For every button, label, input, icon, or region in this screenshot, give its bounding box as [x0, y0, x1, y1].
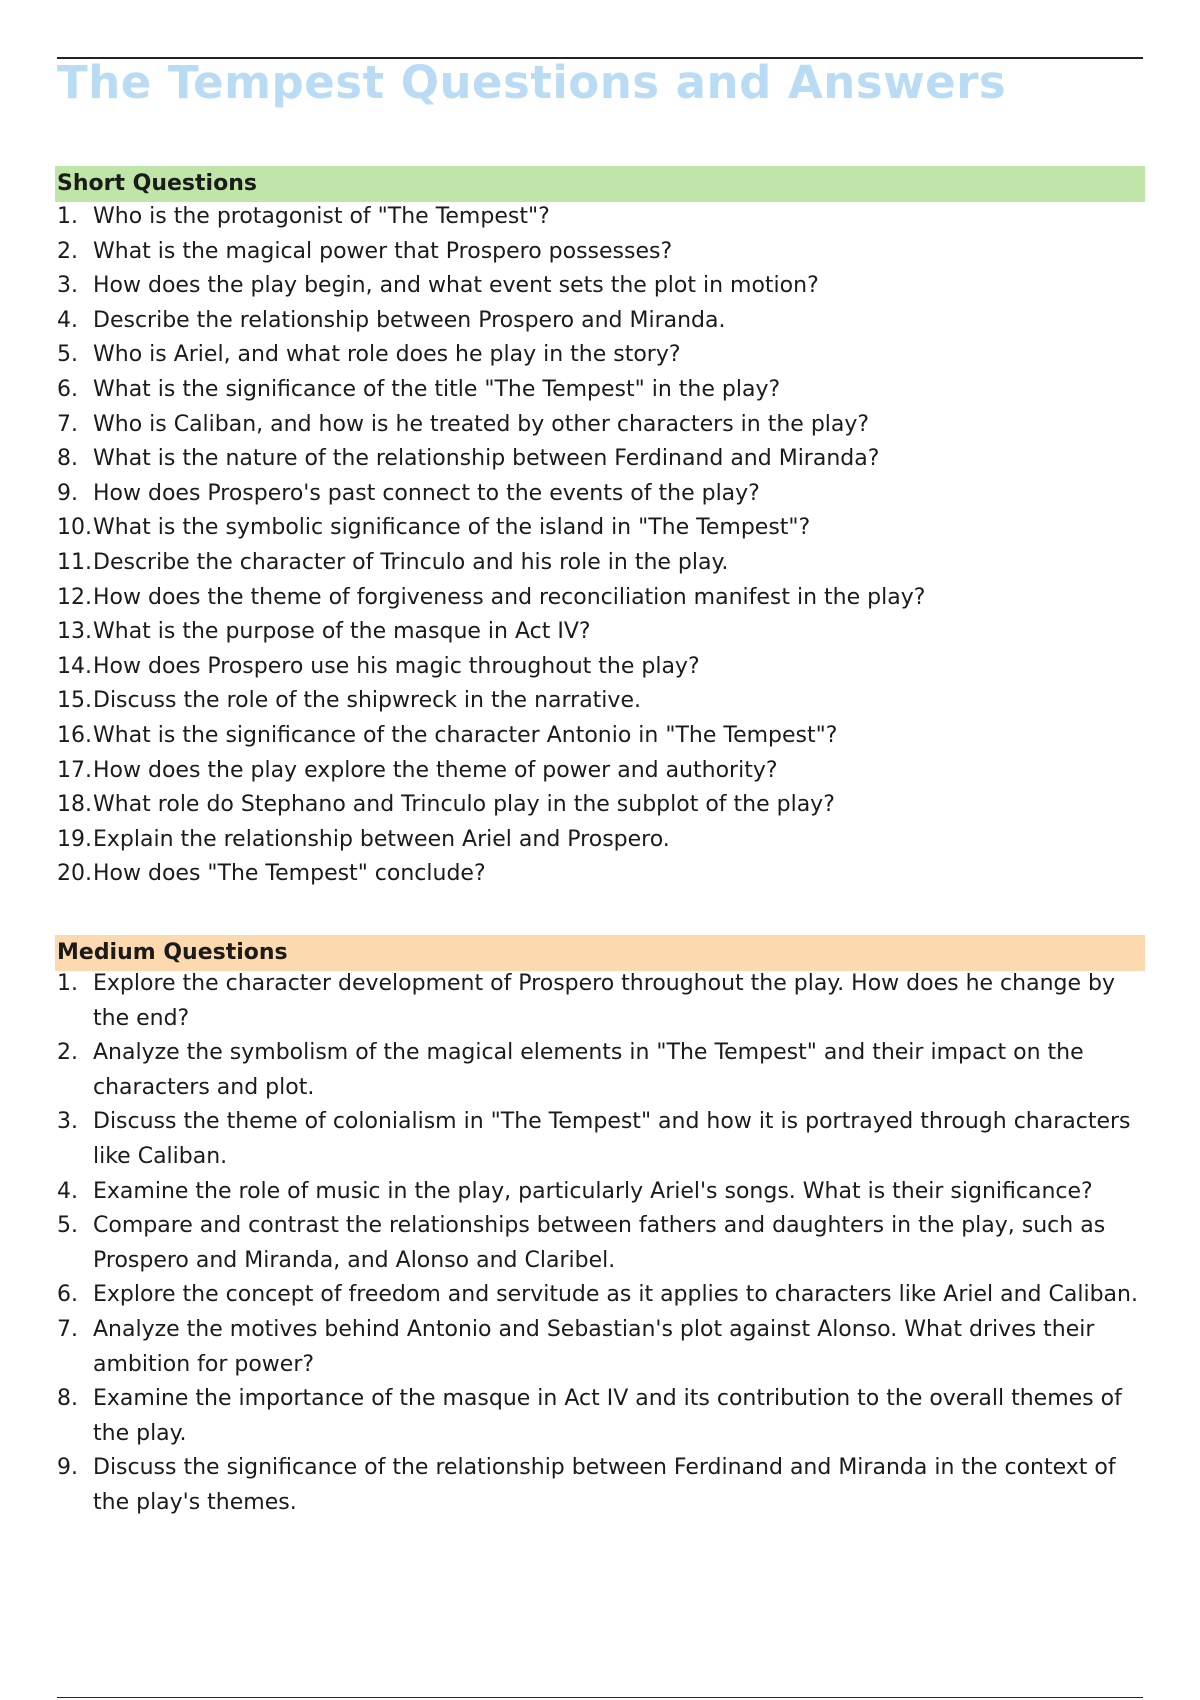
question-item [57, 373, 1143, 408]
question-text: Examine the importance of the masque in Act IV and its contribution to the overall themes of the play. [93, 1386, 1122, 1446]
question-item [57, 1451, 1143, 1520]
question-number: 17. [57, 757, 92, 783]
question-number: 11. [57, 549, 92, 575]
question-number: 6. [57, 1282, 78, 1308]
short-questions-heading: Short Questions [55, 166, 1145, 202]
short-questions-list [57, 200, 1143, 892]
question-number: 19. [57, 826, 92, 852]
question-item [57, 650, 1143, 685]
question-number: 4. [57, 1178, 78, 1204]
question-text: Who is Ariel, and what role does he play in the story? [93, 342, 681, 368]
question-item [57, 1036, 1143, 1105]
question-item [57, 581, 1143, 616]
question-text: Explore the concept of freedom and servitude as it applies to characters like Ariel and Caliban. [93, 1282, 1138, 1308]
question-number: 16. [57, 722, 92, 748]
question-number: 2. [57, 1040, 78, 1066]
question-text: Who is the protagonist of "The Tempest"? [93, 204, 550, 229]
question-text: What is the magical power that Prospero possesses? [93, 238, 673, 264]
question-text: Who is Caliban, and how is he treated by other characters in the play? [93, 411, 870, 437]
question-number: 8. [57, 1386, 78, 1412]
question-number: 3. [57, 1109, 78, 1135]
question-item [57, 788, 1143, 823]
question-item [57, 304, 1143, 339]
question-item [57, 684, 1143, 719]
question-number: 8. [57, 446, 78, 472]
question-text: Discuss the significance of the relationship between Ferdinand and Miranda in the context of the play's themes. [93, 1455, 1116, 1515]
question-item [57, 1313, 1143, 1382]
question-number: 14. [57, 653, 92, 679]
question-number: 2. [57, 238, 78, 264]
question-number: 15. [57, 688, 92, 714]
bottom-rule [57, 1697, 1143, 1698]
question-text: Explain the relationship between Ariel and Prospero. [93, 826, 670, 852]
question-item [57, 477, 1143, 512]
question-number: 6. [57, 376, 78, 402]
question-item [57, 823, 1143, 858]
question-item [57, 511, 1143, 546]
page-title: The Tempest Questions and Answers [57, 56, 1007, 109]
question-number: 1. [57, 971, 78, 996]
question-text: Compare and contrast the relationships between fathers and daughters in the play, such as Prospero and Miranda, and Alonso and Claribel. [93, 1213, 1106, 1273]
question-text: Discuss the role of the shipwreck in the narrative. [93, 688, 641, 714]
question-item [57, 754, 1143, 789]
question-text: How does the theme of forgiveness and reconciliation manifest in the play? [93, 584, 926, 610]
question-item [57, 1105, 1143, 1174]
question-text: What is the significance of the title "The Tempest" in the play? [93, 376, 781, 402]
question-number: 10. [57, 515, 92, 541]
question-number: 20. [57, 861, 92, 887]
question-item [57, 967, 1143, 1036]
question-text: What is the nature of the relationship between Ferdinand and Miranda? [93, 446, 880, 472]
question-number: 5. [57, 1213, 78, 1239]
question-text: Describe the relationship between Prospero and Miranda. [93, 307, 726, 333]
question-text: How does Prospero's past connect to the events of the play? [93, 480, 760, 506]
question-item [57, 1175, 1143, 1210]
question-item [57, 1209, 1143, 1278]
question-item [57, 442, 1143, 477]
medium-questions-heading: Medium Questions [55, 935, 1145, 971]
question-text: What is the purpose of the masque in Act IV? [93, 619, 591, 645]
question-item [57, 1382, 1143, 1451]
question-number: 9. [57, 1455, 78, 1481]
question-text: Analyze the symbolism of the magical elements in "The Tempest" and their impact on the characters and plot. [93, 1040, 1084, 1100]
medium-questions-list [57, 967, 1143, 1521]
question-item [57, 546, 1143, 581]
question-item [57, 615, 1143, 650]
question-text: Describe the character of Trinculo and his role in the play. [93, 549, 729, 575]
question-number: 12. [57, 584, 92, 610]
question-item [57, 338, 1143, 373]
question-text: What is the significance of the character Antonio in "The Tempest"? [93, 722, 838, 748]
question-item [57, 200, 1143, 235]
question-item [57, 719, 1143, 754]
question-number: 13. [57, 619, 92, 645]
question-number: 18. [57, 792, 92, 818]
question-number: 9. [57, 480, 78, 506]
question-text: Analyze the motives behind Antonio and Sebastian's plot against Alonso. What drives their ambition for power? [93, 1316, 1095, 1377]
question-number: 1. [57, 204, 78, 229]
question-item [57, 235, 1143, 270]
question-text: What role do Stephano and Trinculo play in the subplot of the play? [93, 792, 835, 818]
question-item [57, 857, 1143, 892]
question-number: 3. [57, 273, 78, 299]
question-number: 7. [57, 411, 78, 437]
question-number: 4. [57, 307, 78, 333]
question-text: How does Prospero use his magic throughout the play? [93, 653, 700, 679]
question-item [57, 1278, 1143, 1313]
question-text: Examine the role of music in the play, particularly Ariel's songs. What is their significance? [93, 1178, 1093, 1204]
question-item [57, 269, 1143, 304]
question-number: 5. [57, 342, 78, 368]
question-text: What is the symbolic significance of the island in "The Tempest"? [93, 515, 811, 541]
question-text: Discuss the theme of colonialism in "The Tempest" and how it is portrayed through characters like Caliban. [93, 1109, 1131, 1169]
question-item [57, 408, 1143, 443]
question-number: 7. [57, 1316, 78, 1342]
question-text: How does the play begin, and what event sets the plot in motion? [93, 273, 819, 299]
question-text: How does "The Tempest" conclude? [93, 861, 486, 887]
question-text: Explore the character development of Prospero throughout the play. How does he change by the end? [93, 971, 1115, 1031]
question-text: How does the play explore the theme of power and authority? [93, 757, 778, 783]
